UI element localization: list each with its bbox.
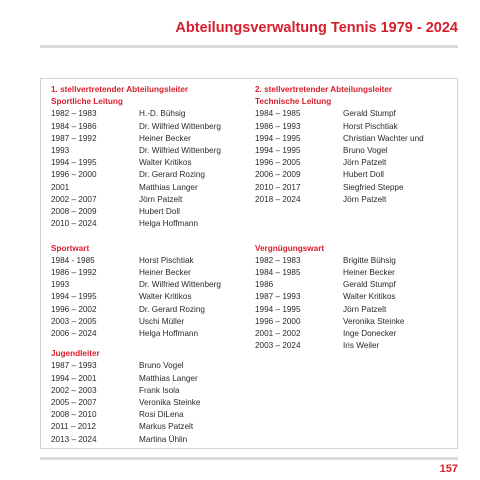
table-row	[51, 373, 251, 385]
years: 1994 – 1995	[255, 146, 301, 156]
person-name: Walter Kritikos	[139, 292, 192, 302]
person-name: Jörn Patzelt	[343, 304, 387, 314]
years: 1994 – 1995	[51, 292, 97, 302]
section-title-technische-leitung: Technische Leitung	[255, 97, 332, 107]
years: 2006 – 2024	[51, 329, 97, 339]
section-title-sportwart: Sportwart	[51, 243, 90, 253]
table-row	[255, 169, 455, 181]
person-name: Iris Weiler	[343, 341, 380, 351]
years: 1984 – 1985	[255, 268, 301, 277]
years: 2010 – 2024	[51, 219, 97, 229]
years: 1996 – 2000	[255, 316, 301, 326]
table-row	[51, 194, 251, 206]
years: 1993	[51, 146, 70, 156]
table-row	[51, 182, 251, 194]
years: 1987 – 1992	[51, 133, 97, 143]
years: 2018 – 2024	[255, 194, 301, 204]
right-column	[255, 84, 455, 352]
section-title-vergnuegungswart: Vergnügungswart	[255, 243, 325, 253]
spacer	[51, 230, 251, 242]
left-column	[51, 84, 251, 446]
table-row	[255, 304, 455, 316]
person-name: Christian Wachter und	[343, 133, 424, 143]
person-name: Dr. Gerard Rozing	[139, 304, 205, 314]
years: 1987 – 1993	[255, 292, 301, 302]
person-name: Veronika Steinke	[139, 398, 201, 408]
person-name: Brigitte Bühsig	[343, 255, 396, 265]
table-row	[255, 316, 455, 328]
years: 1984 – 1985	[255, 109, 301, 119]
years: 2008 – 2009	[51, 207, 97, 217]
table-row	[51, 291, 251, 303]
table-row	[255, 145, 455, 157]
table-row	[255, 328, 455, 340]
right-column-heading: 2. stellvertretender Abteilungsleiter	[255, 85, 393, 94]
table-row	[255, 133, 455, 145]
table-row	[51, 304, 251, 316]
left-column-heading: 1. stellvertretender Abteilungsleiter	[51, 85, 189, 94]
table-row	[255, 255, 455, 267]
table-row	[255, 157, 455, 169]
years: 2002 – 2003	[51, 385, 97, 395]
page-title: Abteilungsverwaltung Tennis 1979 - 2024	[175, 20, 458, 36]
spacer	[255, 206, 455, 218]
person-name: Walter Kritikos	[139, 158, 192, 168]
person-name: Dr. Wilfried Wittenberg	[139, 280, 221, 290]
person-name: Hubert Doll	[343, 170, 384, 180]
person-name: Rosi DiLena	[139, 410, 184, 420]
table-row	[51, 145, 251, 157]
person-name: Bruno Vogel	[343, 146, 388, 156]
table-row	[51, 133, 251, 145]
years: 1986 – 1992	[51, 268, 97, 278]
table-row	[51, 108, 251, 120]
years: 1994 – 1995	[255, 304, 301, 314]
person-name: Horst Pischtiak	[343, 121, 398, 131]
spacer	[51, 340, 251, 348]
table-row	[255, 194, 455, 206]
years: 2006 – 2009	[255, 170, 301, 180]
years: 1996 – 2005	[255, 158, 301, 168]
table-row	[51, 267, 251, 279]
person-name: Jörn Patzelt	[343, 158, 387, 168]
person-name: Frank Isola	[139, 385, 180, 395]
years: 2008 – 2010	[51, 410, 97, 420]
years: 2011 – 2012	[51, 422, 96, 432]
table-row	[51, 121, 251, 133]
person-name: Dr. Gerard Rozing	[139, 170, 205, 180]
table-row	[51, 434, 251, 446]
table-row	[51, 409, 251, 421]
years: 2001	[51, 182, 70, 192]
person-name: Matthias Langer	[139, 182, 198, 192]
years: 1984 – 1986	[51, 121, 97, 131]
person-name: Heiner Becker	[343, 268, 395, 277]
years: 1987 – 1993	[51, 361, 97, 371]
person-name: Heiner Becker	[139, 133, 191, 143]
person-name: Jörn Patzelt	[343, 194, 387, 204]
years: 2001 – 2002	[255, 329, 301, 339]
person-name: Siegfried Steppe	[343, 182, 404, 192]
years: 1982 – 1983	[51, 109, 97, 119]
person-name: Bruno Vogel	[139, 361, 184, 371]
years: 1982 – 1983	[255, 255, 301, 265]
person-name: Hubert Doll	[139, 207, 180, 217]
person-name: Helga Hoffmann	[139, 329, 199, 339]
spacer	[255, 218, 455, 230]
person-name: Heiner Becker	[139, 268, 191, 278]
section-title-jugendleiter: Jugendleiter	[51, 349, 100, 359]
table-row	[51, 316, 251, 328]
person-name: Horst Pischtiak	[139, 255, 194, 265]
person-name: Matthias Langer	[139, 373, 198, 383]
table-row	[51, 328, 251, 340]
table-row	[51, 397, 251, 409]
table-row	[255, 182, 455, 194]
person-name: Dr. Wilfried Wittenberg	[139, 121, 221, 131]
years: 2005 – 2007	[51, 398, 97, 408]
years: 1986 – 1993	[255, 121, 301, 131]
years: 2003 – 2005	[51, 316, 97, 326]
page-number: 157	[439, 463, 458, 475]
table-row	[255, 121, 455, 133]
years: 1996 – 2002	[51, 304, 97, 314]
table-row	[255, 267, 455, 279]
years: 2013 – 2024	[51, 434, 97, 444]
years: 2010 – 2017	[255, 182, 301, 192]
years: 1984 - 1985	[51, 255, 95, 265]
years: 2002 – 2007	[51, 194, 97, 204]
table-row	[51, 360, 251, 372]
years: 1986	[255, 280, 274, 290]
person-name: Veronika Steinke	[343, 316, 405, 326]
table-row	[51, 421, 251, 433]
table-row	[255, 279, 455, 291]
title-divider	[40, 45, 458, 48]
person-name: Gerald Stumpf	[343, 109, 396, 119]
person-name: Markus Patzelt	[139, 422, 194, 432]
years: 2003 – 2024	[255, 341, 301, 351]
table-row	[51, 206, 251, 218]
table-row	[255, 291, 455, 303]
years: 1993	[51, 280, 70, 290]
table-row	[255, 340, 455, 352]
table-row	[51, 169, 251, 181]
years: 1996 – 2000	[51, 170, 97, 180]
person-name: Uschi Müller	[139, 316, 185, 326]
table-row	[51, 255, 251, 267]
section-title-sportliche-leitung: Sportliche Leitung	[51, 97, 123, 107]
footer-divider	[40, 457, 458, 460]
table-row	[51, 279, 251, 291]
table-row	[51, 385, 251, 397]
person-name: Dr. Wilfried Wittenberg	[139, 146, 221, 156]
person-name: Helga Hoffmann	[139, 219, 199, 229]
years: 1994 – 1995	[51, 158, 97, 168]
table-row	[255, 108, 455, 120]
table-row	[51, 218, 251, 230]
person-name: Martina Ühlin	[139, 434, 188, 444]
table-row	[51, 157, 251, 169]
person-name: H.-D. Bühsig	[139, 109, 186, 119]
years: 1994 – 1995	[255, 133, 301, 143]
spacer	[255, 230, 455, 242]
person-name: Inge Donecker	[343, 329, 397, 339]
person-name: Jörn Patzelt	[139, 194, 183, 204]
person-name: Gerald Stumpf	[343, 280, 396, 290]
person-name: Walter Kritikos	[343, 292, 396, 302]
years: 1994 – 2001	[51, 373, 97, 383]
